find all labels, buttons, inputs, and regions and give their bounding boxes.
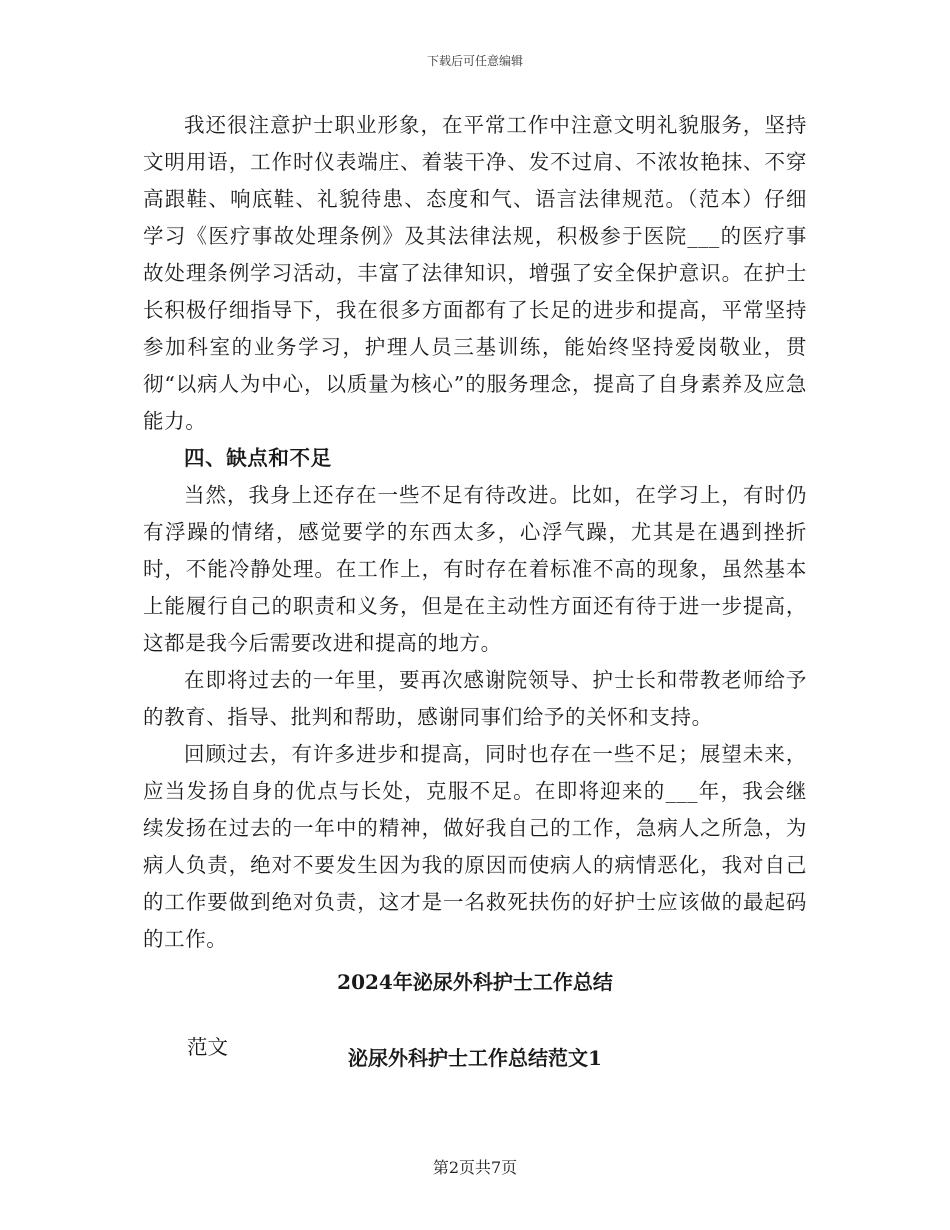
paragraph-thanks: 在即将过去的一年里，要再次感谢院领导、护士长和带教老师给予的教育、指导、批判和帮助，感谢同事们给予的关怀和支持。: [143, 668, 807, 729]
page-number: 第2页共7页: [432, 1158, 518, 1177]
title-continuation: 范文: [187, 1035, 228, 1059]
paragraph-outlook: 回顾过去，有许多进步和提高，同时也存在一些不足；展望未来，应当发扬自身的优点与长处，克服不足。在即将迎来的___年，我会继续发扬在过去的一年中的精神，做好我自己的工作，急病人之所急，为病人负责，绝对不要发生因为我的原因而使病人的病情恶化，我对自己的工作要做到绝对负责，这才是一名救死扶伤的好护士应该做的最起码的工作。: [143, 742, 807, 951]
document-title: 2024年泌尿外科护士工作总结: [337, 970, 613, 994]
section-heading-shortcomings: 四、缺点和不足: [184, 446, 332, 470]
paragraph-professional-image: 我还很注意护士职业形象，在平常工作中注意文明礼貌服务，坚持文明用语，工作时仪表端庄、着装干净、发不过肩、不浓妆艳抹、不穿高跟鞋、响底鞋、礼貌待患、态度和气、语言法律规范。（范本）仔细学习《医疗事故处理条例》及其法律法规，积极参于医院___的医疗事故处理条例学习活动，丰富了法律知识，增强了安全保护意识。在护士长积极仔细指导下，我在很多方面都有了长足的进步和提高，平常坚持参加科室的业务学习，护理人员三基训练，能始终坚持爱岗敬业，贯彻“以病人为中心，以质量为核心”的服务理念，提高了自身素养及应急能力。: [143, 113, 807, 433]
sample-title: 泌尿外科护士工作总结范文1: [348, 1046, 602, 1070]
document-body: [143, 107, 807, 958]
page-header-note: 下载后可任意编辑: [426, 54, 523, 68]
paragraph-shortcomings: 当然，我身上还存在一些不足有待改进。比如，在学习上，有时仍有浮躁的情绪，感觉要学的东西太多，心浮气躁，尤其是在遇到挫折时，不能冷静处理。在工作上，有时存在着标准不高的现象，虽然基本上能履行自己的职责和义务，但是在主动性方面还有待于进一步提高，这都是我今后需要改进和提高的地方。: [143, 483, 807, 655]
